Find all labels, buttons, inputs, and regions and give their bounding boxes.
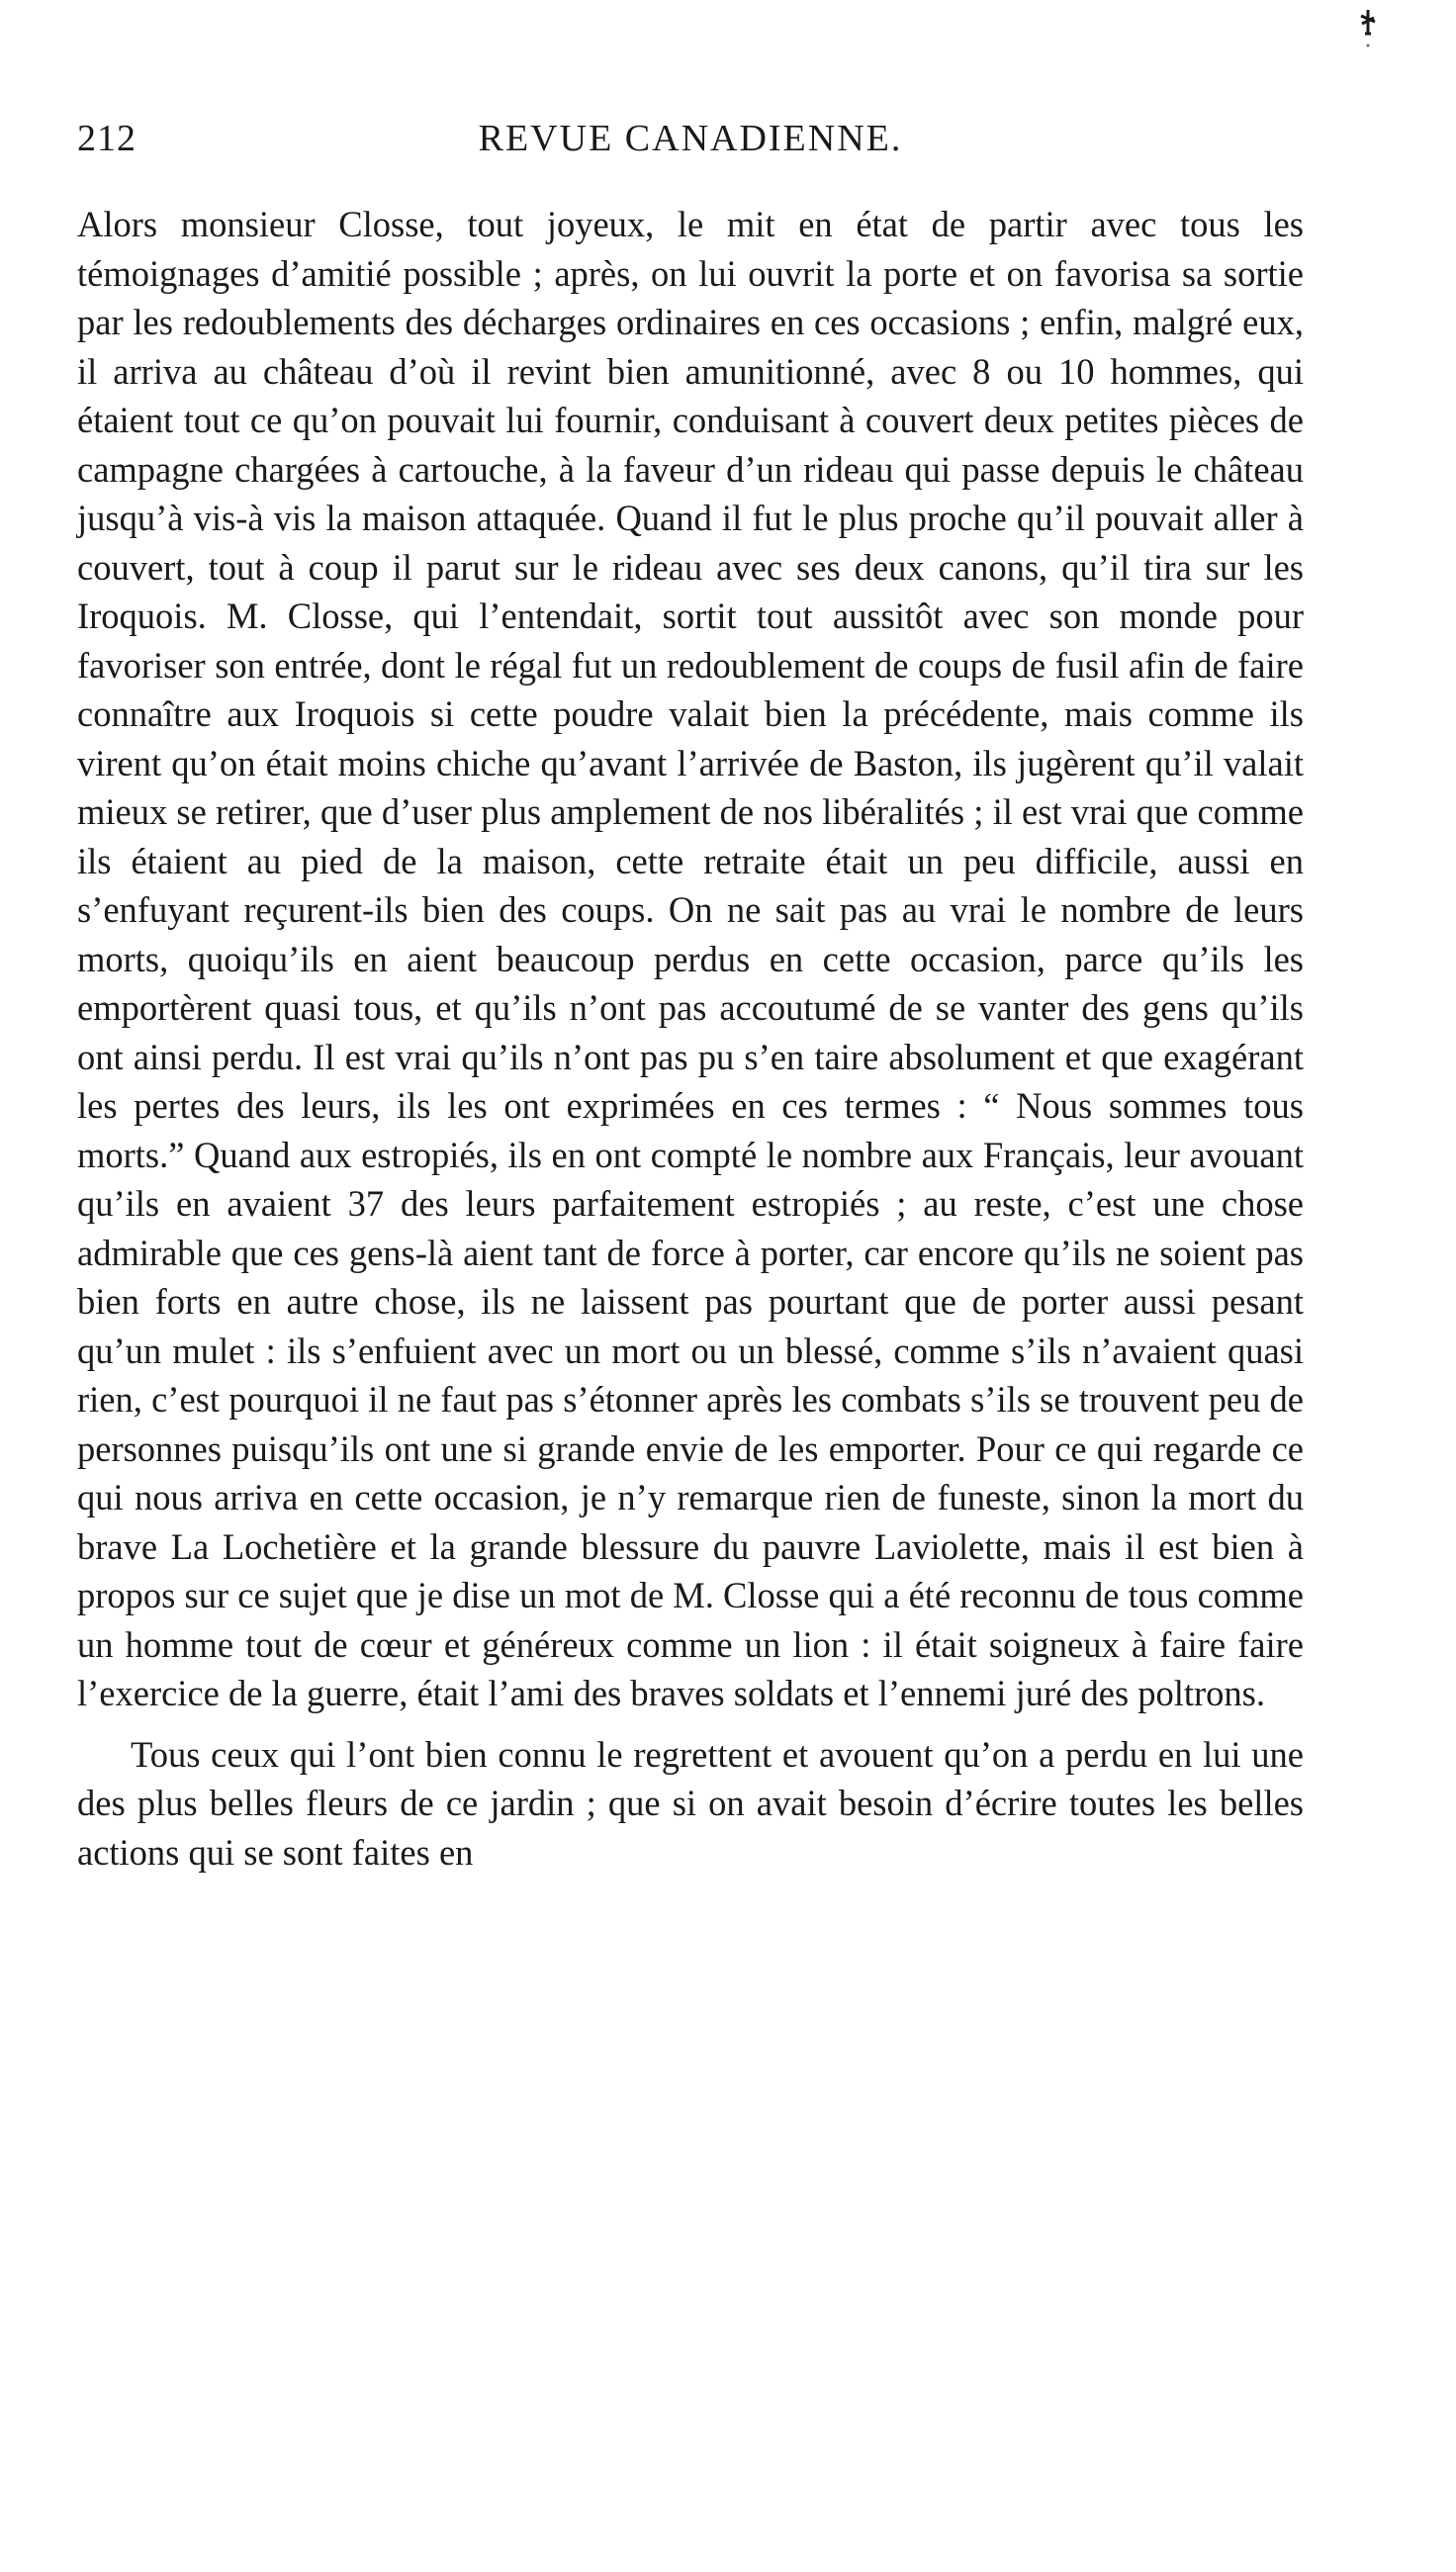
- paragraph: Tous ceux qui l’ont bien connu le regrettent et avouent qu’on a perdu en lui une des plus belles fleurs de ce jardin ; que si on avait besoin d’écrire toutes les belles actions qui se sont faites en: [77, 1733, 1304, 1873]
- page-number: 212: [77, 118, 136, 159]
- book-page: [77, 0, 1304, 2572]
- ink-mark-icon: [1357, 8, 1379, 51]
- paragraph: Alors monsieur Closse, tout joyeux, le mit en état de partir avec tous les témoignages d’amitié possible ; après, on lui ouvrit la porte et on favorisa sa sortie par les redoublements des décharges ordinaires en ces occasions ; enfin, malgré eux, il arriva au château d’où il revint bien amunitionné, avec 8 ou 10 hommes, qui étaient tout ce qu’on pouvait lui fournir, conduisant à couvert deux petites pièces de campagne chargées à cartouche, à la faveur d’un rideau qui passe depuis le château jusqu’à vis-à vis la maison attaquée. Quand il fut le plus proche qu’il pouvait aller à couvert, tout à coup il parut sur le rideau avec ses deux canons, qu’il tira sur les Iroquois. M. Closse, qui l’entendait, sortit tout aussitôt avec son monde pour favoriser son entrée, dont le régal fut un redoublement de coups de fusil afin de faire connaître aux Iroquois si cette poudre valait bien la précédente, mais comme ils virent qu’on était moins chiche qu’avant l’arrivée de Baston, ils jugèrent qu’il valait mieux se retirer, que d’user plus amplement de nos libéralités ; il est vrai que comme ils étaient au pied de la maison, cette retraite était un peu difficile, aussi en s’enfuyant reçurent-ils bien des coups. On ne sait pas au vrai le nombre de leurs morts, quoiqu’ils en aient beaucoup perdus en cette occasion, parce qu’ils les emportèrent quasi tous, et qu’ils n’ont pas accoutumé de se vanter des gens qu’ils ont ainsi perdu. Il est vrai qu’ils n’ont pas pu s’en taire absolument et que exagérant les pertes des leurs, ils les ont exprimées en ces termes : “ Nous sommes tous morts.” Quand aux estropiés, ils en ont compté le nombre aux Français, leur avouant qu’ils en avaient 37 des leurs parfaitement estropiés ; au reste, c’est une chose admirable que ces gens-là aient tant de force à porter, car encore qu’ils ne soient pas bien forts en autre chose, ils ne laissent pas pourtant que de porter aussi pesant qu’un mulet : ils s’enfuient avec un mort ou un blessé, comme s’ils n’avaient quasi rien, c’est pourquoi il ne faut pas s’étonner après les combats s’ils se trouvent peu de personnes puisqu’ils ont une si grande envie de les emporter. Pour ce qui regarde ce qui nous arriva en cette occasion, je n’y remarque rien de funeste, sinon la mort du brave La Lochetière et la grande blessure du pauvre Laviolette, mais il est bien à propos sur ce sujet que je dise un mot de M. Closse qui a été reconnu de tous comme un homme tout de cœur et généreux comme un lion : il était soigneux à faire faire l’exercice de la guerre, était l’ami des braves soldats et l’ennemi juré des poltrons.: [77, 204, 1304, 1713]
- running-title: REVUE CANADIENNE.: [478, 118, 903, 159]
- body-text: [77, 200, 1304, 1877]
- page-header: [77, 117, 1304, 166]
